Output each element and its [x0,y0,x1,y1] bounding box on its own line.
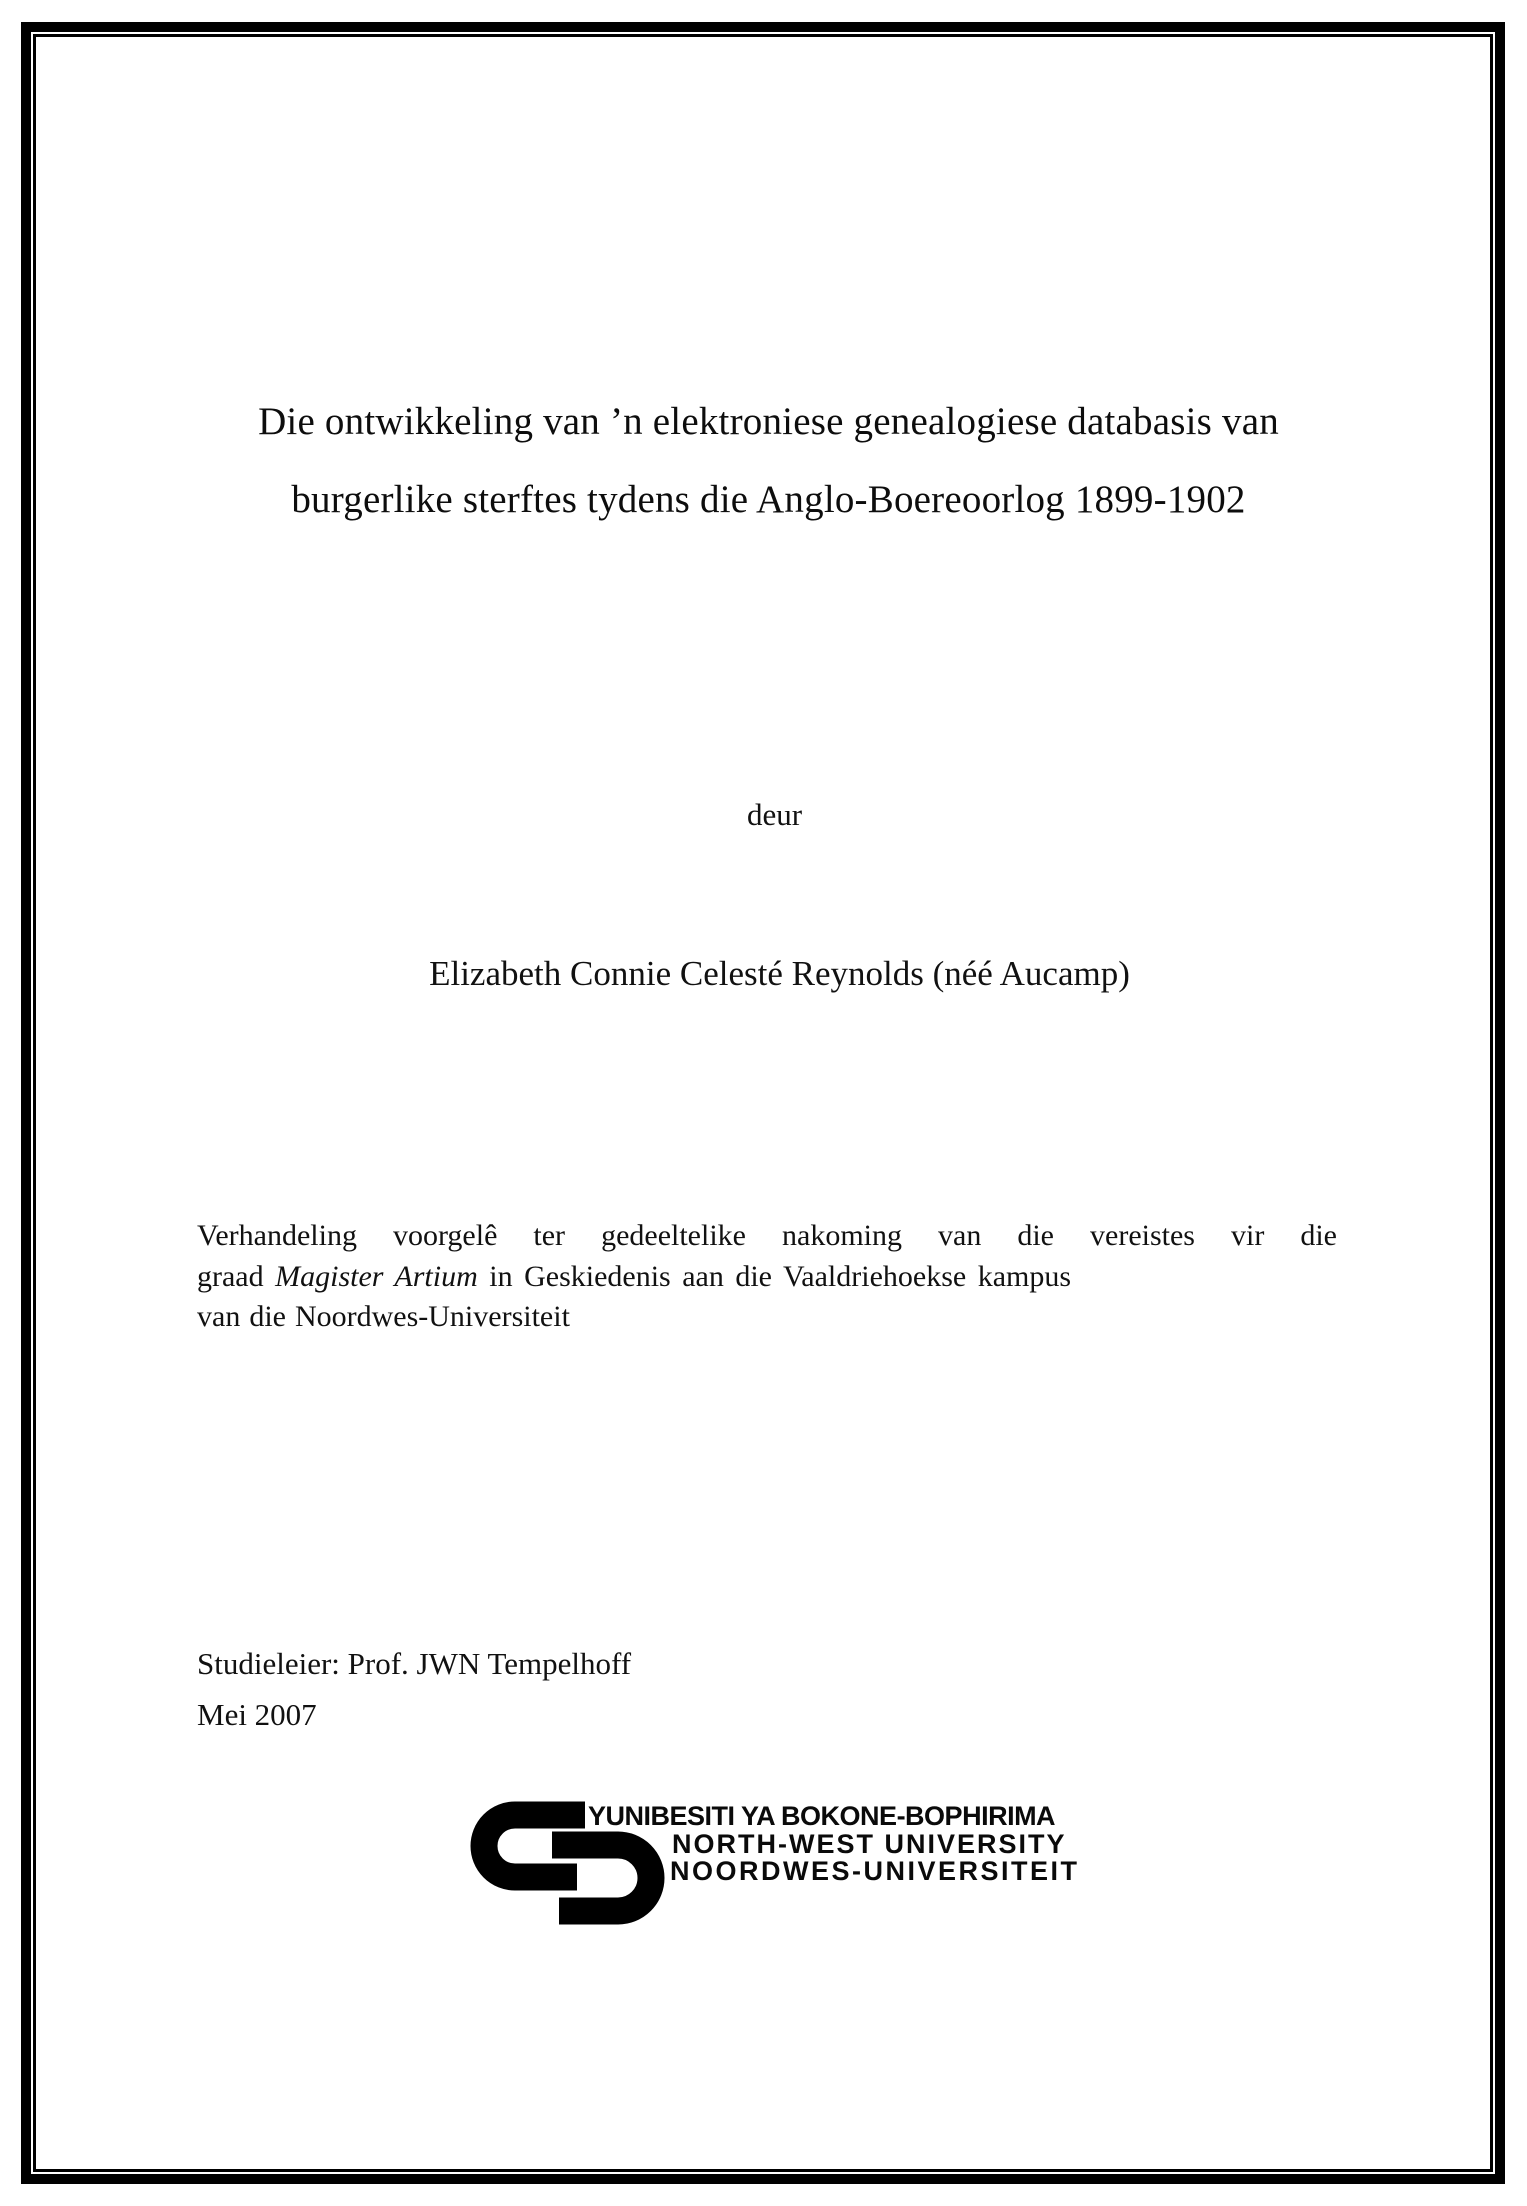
byline-label: deur [746,797,803,832]
page-title [80,383,1457,539]
thesis-statement-line-1: Verhandeling voorgelê ter gedeeltelike nakoming van die vereistes vir die [197,1219,1337,1252]
title-line-2: burgerlike sterftes tydens die Anglo-Boereoorlog 1899-1902 [291,478,1246,521]
author-name: Elizabeth Connie Celesté Reynolds (néé Aucamp) [429,954,1130,993]
degree-suffix: in Geskiedenis aan die Vaaldriehoekse kampus [477,1259,1072,1293]
thesis-statement [197,1216,1337,1338]
logo-text-setswana: YUNIBESITI YA BOKONE-BOPHIRIMA [588,1801,1056,1831]
date-line: Mei 2007 [197,1697,317,1732]
title-line-1: Die ontwikkeling van ’n elektroniese genealogiese databasis van [258,400,1279,443]
degree-name: Magister Artium [275,1259,478,1293]
logo-text-afrikaans: NOORDWES-UNIVERSITEIT [670,1856,1080,1886]
thesis-statement-line-2 [197,1257,1337,1298]
supervisor-block [197,1638,631,1740]
degree-prefix: graad [197,1259,276,1293]
logo-text-english: NORTH-WEST UNIVERSITY [672,1829,1067,1859]
supervisor-line: Studieleier: Prof. JWN Tempelhoff [197,1646,632,1681]
north-west-university-logo [455,1798,1135,1938]
thesis-statement-line-3: van die Noordwes-Universiteit [197,1300,570,1333]
